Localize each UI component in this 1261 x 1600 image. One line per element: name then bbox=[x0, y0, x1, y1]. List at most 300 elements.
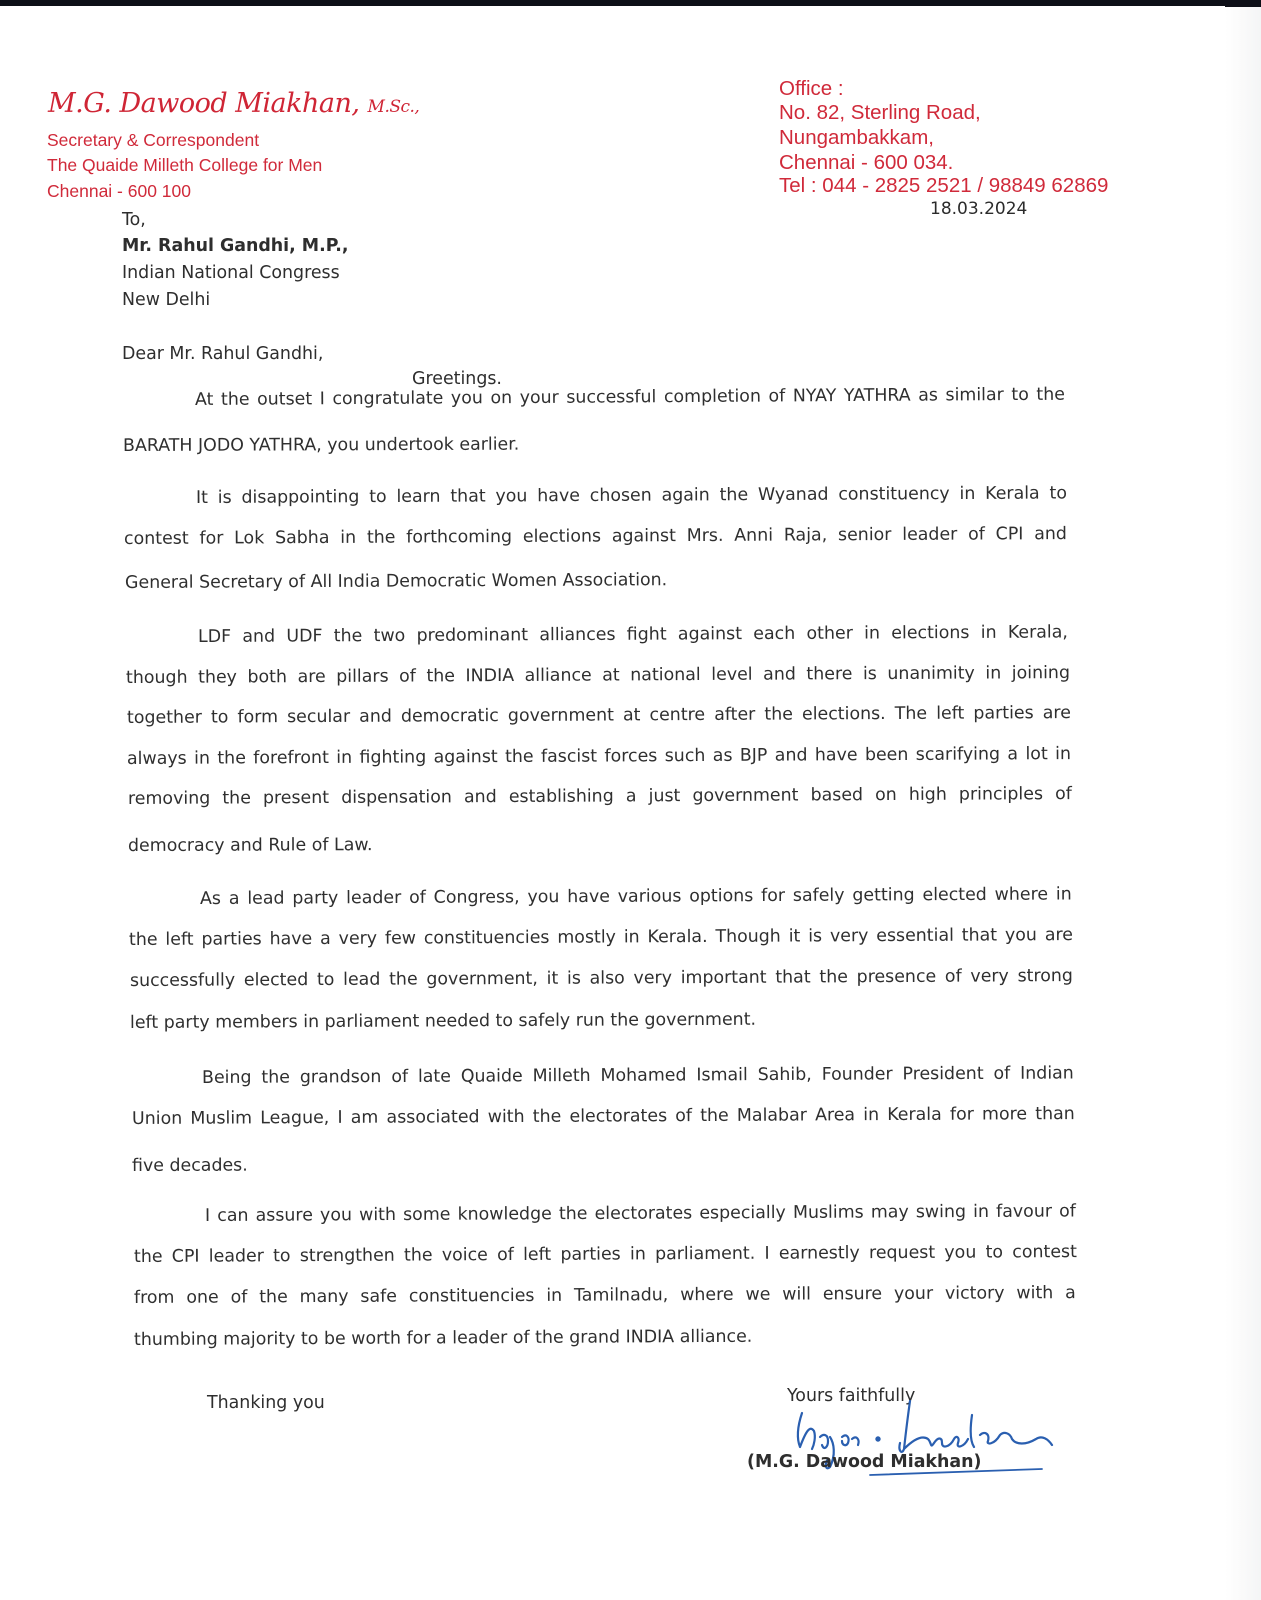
scan-top-edge bbox=[0, 0, 1261, 6]
office-address-line2: Nungambakkam, bbox=[779, 126, 934, 149]
word: LDF bbox=[197, 626, 232, 647]
word: disappointing bbox=[241, 487, 360, 508]
word: is bbox=[808, 926, 823, 947]
word: elections bbox=[891, 622, 970, 644]
body-line bbox=[127, 703, 1071, 728]
word: Sabha bbox=[274, 527, 330, 549]
word: victory bbox=[944, 1283, 1005, 1304]
word: to bbox=[210, 707, 229, 728]
letterhead-name-text: M.G. Dawood Miakhan, bbox=[48, 88, 360, 119]
word: in bbox=[629, 1244, 646, 1265]
word: leader bbox=[208, 1246, 264, 1267]
word: as bbox=[918, 385, 938, 406]
word: outset bbox=[257, 389, 313, 410]
word: am bbox=[350, 1107, 379, 1128]
word: the bbox=[719, 485, 749, 506]
word: lead bbox=[343, 969, 381, 990]
word: the bbox=[700, 1105, 729, 1127]
office-telephone: Tel : 044 - 2825 2521 / 98849 62869 bbox=[779, 174, 1109, 197]
word: on bbox=[490, 388, 513, 409]
word: at bbox=[602, 665, 620, 686]
word: in bbox=[985, 663, 1002, 684]
word: left bbox=[523, 1244, 552, 1265]
word: alliance bbox=[524, 665, 592, 686]
word: will bbox=[782, 1284, 812, 1305]
word: other bbox=[806, 623, 853, 644]
word: the bbox=[389, 969, 418, 990]
letterhead-name bbox=[48, 88, 419, 119]
word: against bbox=[433, 747, 498, 768]
word: I bbox=[204, 1205, 211, 1226]
word: democratic bbox=[400, 706, 499, 727]
word: especially bbox=[699, 1202, 786, 1224]
body-line bbox=[202, 1063, 1074, 1088]
word: and bbox=[1034, 524, 1067, 545]
body-line: democracy and Rule of Law. bbox=[127, 835, 373, 856]
word: the bbox=[426, 666, 456, 687]
word: secular bbox=[287, 706, 351, 728]
word: always bbox=[126, 748, 187, 769]
body-line bbox=[200, 884, 1072, 909]
word: after bbox=[714, 704, 756, 725]
word: for bbox=[949, 1104, 974, 1125]
word: are bbox=[1044, 925, 1073, 946]
word: and bbox=[359, 706, 392, 727]
word: mostly bbox=[557, 927, 616, 948]
word: been bbox=[864, 744, 909, 766]
word: and bbox=[463, 787, 497, 808]
body-line bbox=[127, 744, 1071, 769]
word: Kerala, bbox=[1007, 622, 1068, 643]
word: the bbox=[366, 527, 396, 548]
word: they bbox=[198, 667, 238, 688]
word: that bbox=[450, 486, 486, 507]
word: the bbox=[128, 929, 158, 950]
word: Mohamed bbox=[600, 1065, 687, 1086]
word: BJP bbox=[739, 745, 768, 766]
word: of bbox=[409, 887, 426, 908]
word: safe bbox=[360, 1286, 397, 1307]
word: League, bbox=[260, 1107, 330, 1129]
word: very bbox=[338, 928, 378, 949]
word: we bbox=[745, 1284, 771, 1305]
word: grandson bbox=[299, 1067, 382, 1088]
word: Though bbox=[715, 926, 781, 947]
word: of bbox=[768, 386, 786, 407]
word: in bbox=[336, 747, 353, 768]
word: where bbox=[994, 884, 1049, 905]
word: in bbox=[194, 748, 211, 769]
word: in bbox=[1055, 884, 1072, 905]
word: you bbox=[495, 486, 528, 507]
word: centre bbox=[649, 704, 706, 726]
word: have bbox=[814, 745, 858, 766]
word: forthcoming bbox=[406, 526, 513, 548]
word: At bbox=[194, 389, 214, 410]
word: though bbox=[125, 667, 188, 688]
word: in bbox=[1055, 744, 1072, 765]
word: government bbox=[692, 785, 799, 807]
closing-signatory: (M.G. Dawood Miakhan) bbox=[747, 1452, 982, 1472]
word: scarifying bbox=[915, 744, 1001, 765]
word: swing bbox=[915, 1202, 967, 1223]
word: have bbox=[537, 485, 580, 507]
word: I bbox=[337, 1107, 343, 1128]
word: Tamilnadu, bbox=[573, 1285, 669, 1306]
word: have bbox=[567, 886, 610, 908]
letterhead-city: Chennai - 600 100 bbox=[47, 181, 191, 201]
word: strengthen bbox=[299, 1245, 395, 1267]
word: leader bbox=[346, 887, 402, 909]
word: the bbox=[558, 1203, 588, 1225]
word: with bbox=[1016, 1283, 1054, 1304]
word: elections bbox=[522, 526, 602, 547]
word: of bbox=[230, 1287, 248, 1308]
word: leader bbox=[902, 524, 958, 545]
word: YATHRA bbox=[843, 385, 911, 407]
word: to bbox=[985, 1242, 1004, 1263]
word: to bbox=[1011, 384, 1029, 406]
word: on bbox=[875, 784, 897, 806]
word: Milleth bbox=[532, 1065, 591, 1087]
word: of bbox=[1059, 1201, 1076, 1222]
word: also bbox=[589, 968, 625, 989]
body-line bbox=[196, 483, 1067, 508]
word: the bbox=[819, 967, 848, 988]
body-line bbox=[134, 1242, 1077, 1267]
word: high bbox=[908, 784, 947, 805]
word: various bbox=[617, 886, 682, 907]
word: and bbox=[242, 626, 276, 647]
word: assure bbox=[255, 1205, 313, 1226]
word: As bbox=[199, 888, 222, 909]
recipient-to: To, bbox=[122, 210, 146, 230]
word: in bbox=[959, 483, 976, 505]
body-line bbox=[134, 1283, 1076, 1308]
word: very bbox=[829, 926, 869, 947]
word: predominant bbox=[416, 625, 529, 646]
word: to bbox=[369, 487, 387, 508]
word: I bbox=[319, 389, 325, 410]
word: Founder bbox=[821, 1064, 893, 1085]
greeting: Greetings. bbox=[412, 369, 502, 389]
word: Quaide bbox=[460, 1066, 523, 1087]
word: contest bbox=[1012, 1242, 1077, 1263]
word: the bbox=[259, 1287, 288, 1308]
word: few bbox=[384, 928, 417, 949]
word: of bbox=[993, 1063, 1011, 1084]
word: knowledge bbox=[457, 1204, 552, 1225]
word: successful bbox=[566, 387, 657, 408]
word: electorates bbox=[594, 1203, 693, 1224]
word: essential bbox=[876, 925, 954, 947]
word: it bbox=[788, 926, 801, 947]
body-line bbox=[128, 784, 1072, 809]
word: joining bbox=[1011, 663, 1071, 684]
word: constituencies bbox=[423, 927, 550, 949]
word: Area bbox=[814, 1105, 856, 1126]
word: you bbox=[527, 887, 560, 908]
word: you bbox=[450, 388, 483, 409]
word: principles bbox=[958, 784, 1044, 805]
word: learn bbox=[396, 486, 441, 507]
word: just bbox=[648, 786, 681, 807]
word: contest bbox=[123, 528, 189, 549]
word: the bbox=[333, 626, 363, 647]
word: both bbox=[247, 667, 288, 688]
word: with bbox=[359, 1205, 397, 1226]
body-line bbox=[130, 966, 1073, 991]
word: Kerala bbox=[887, 1104, 942, 1126]
word: fascist bbox=[540, 746, 598, 767]
recipient-city: New Delhi bbox=[122, 290, 211, 310]
word: presence bbox=[856, 966, 937, 988]
word: can bbox=[217, 1205, 249, 1226]
word: form bbox=[237, 707, 279, 728]
word: the bbox=[764, 704, 793, 725]
word: a bbox=[625, 786, 637, 807]
word: the bbox=[133, 1246, 163, 1267]
word: UDF bbox=[286, 626, 323, 647]
word: the bbox=[403, 1245, 433, 1266]
word: pillars bbox=[336, 666, 389, 687]
word: Ismail bbox=[696, 1065, 748, 1086]
word: and bbox=[774, 745, 808, 766]
recipient-name: Mr. Rahul Gandhi, M.P., bbox=[122, 236, 349, 256]
word: CPI bbox=[995, 524, 1024, 545]
word: of bbox=[675, 1106, 693, 1127]
closing-valediction: Yours faithfully bbox=[787, 1386, 916, 1406]
word: Union bbox=[131, 1108, 183, 1129]
office-address-line1: No. 82, Sterling Road, bbox=[779, 101, 981, 124]
word: in bbox=[623, 927, 640, 948]
word: Indian bbox=[1020, 1063, 1074, 1084]
word: is bbox=[862, 664, 877, 685]
word: important bbox=[680, 967, 767, 989]
body-line bbox=[198, 622, 1068, 647]
word: the bbox=[261, 1067, 290, 1088]
word: senior bbox=[837, 524, 892, 546]
word: Raja, bbox=[783, 525, 828, 546]
body-line bbox=[132, 1104, 1075, 1129]
word: you bbox=[944, 1242, 977, 1263]
word: of bbox=[944, 966, 962, 987]
word: Congress, bbox=[433, 887, 520, 908]
word: your bbox=[893, 1283, 934, 1305]
word: late bbox=[417, 1066, 451, 1087]
salutation: Dear Mr. Rahul Gandhi, bbox=[122, 344, 324, 364]
word: INDIA bbox=[465, 665, 515, 687]
word: of bbox=[391, 1066, 409, 1088]
word: the bbox=[217, 748, 246, 769]
word: in bbox=[973, 1201, 990, 1222]
word: ensure bbox=[822, 1284, 883, 1305]
word: The bbox=[894, 703, 928, 724]
word: government, bbox=[426, 968, 538, 990]
word: elected bbox=[243, 970, 309, 991]
word: forefront bbox=[253, 747, 329, 769]
word: present bbox=[262, 787, 330, 809]
word: that bbox=[961, 925, 998, 946]
word: associated bbox=[386, 1107, 480, 1128]
word: of bbox=[968, 524, 985, 545]
word: you bbox=[319, 1205, 353, 1226]
word: the bbox=[532, 1106, 562, 1127]
word: Mrs. bbox=[686, 525, 724, 547]
word: establishing bbox=[508, 786, 614, 808]
word: chosen bbox=[589, 485, 652, 506]
word: in bbox=[864, 623, 881, 644]
word: the bbox=[505, 746, 534, 768]
word: Anni bbox=[734, 525, 774, 546]
word: government bbox=[507, 705, 614, 727]
body-line: BARATH JODO YATHRA, you undertook earlier. bbox=[122, 434, 520, 456]
word: fight bbox=[626, 624, 667, 645]
letterhead-title: Secretary & Correspondent bbox=[47, 130, 260, 150]
word: your bbox=[519, 387, 559, 409]
body-line bbox=[129, 925, 1073, 950]
office-address-line3: Chennai - 600 034. bbox=[779, 151, 954, 174]
word: I bbox=[764, 1243, 770, 1264]
word: a bbox=[1065, 1283, 1076, 1304]
word: alliances bbox=[539, 624, 616, 646]
scan-right-edge bbox=[1225, 0, 1261, 1600]
word: unanimity bbox=[887, 663, 975, 685]
word: the bbox=[1036, 384, 1065, 405]
body-line: thumbing majority to be worth for a leader of the grand INDIA alliance. bbox=[133, 1326, 753, 1350]
word: a bbox=[1007, 744, 1019, 765]
word: more bbox=[981, 1104, 1028, 1125]
word: constituencies bbox=[408, 1285, 535, 1307]
word: of bbox=[399, 666, 416, 687]
word: in bbox=[980, 622, 997, 643]
word: parties bbox=[560, 1244, 621, 1265]
letter-date: 18.03.2024 bbox=[930, 199, 1028, 219]
word: than bbox=[1035, 1104, 1075, 1125]
word: Muslims bbox=[792, 1202, 864, 1223]
word: party bbox=[292, 888, 339, 909]
word: for bbox=[199, 528, 224, 549]
word: very bbox=[633, 968, 673, 989]
word: in bbox=[863, 1105, 880, 1126]
word: President bbox=[902, 1063, 984, 1085]
word: left bbox=[936, 703, 965, 724]
word: strong bbox=[1017, 966, 1073, 987]
word: earnestly bbox=[778, 1243, 860, 1264]
body-line bbox=[195, 385, 1065, 410]
word: successfully bbox=[129, 970, 236, 991]
word: are bbox=[297, 666, 326, 688]
word: from bbox=[133, 1287, 175, 1308]
word: two bbox=[373, 625, 406, 647]
word: to bbox=[316, 969, 335, 991]
word: Muslim bbox=[190, 1108, 253, 1129]
word: favour bbox=[996, 1201, 1053, 1222]
word: removing bbox=[127, 788, 211, 809]
word: Malabar bbox=[736, 1105, 807, 1126]
word: to bbox=[1049, 483, 1068, 504]
word: are bbox=[1042, 703, 1071, 724]
word: It bbox=[195, 487, 209, 508]
word: a bbox=[228, 888, 240, 909]
handwritten-signature bbox=[780, 1395, 1070, 1490]
word: dispensation bbox=[341, 787, 452, 808]
word: based bbox=[810, 785, 864, 806]
word: some bbox=[403, 1204, 451, 1225]
word: Lok bbox=[234, 528, 265, 549]
word: level bbox=[711, 664, 753, 685]
word: electorates bbox=[569, 1106, 668, 1127]
word: at bbox=[622, 705, 641, 726]
word: safely bbox=[792, 885, 845, 906]
body-line: General Secretary of All India Democratic Women Association. bbox=[124, 570, 668, 593]
word: elections. bbox=[801, 704, 886, 725]
word: together bbox=[126, 707, 202, 728]
word: parties bbox=[201, 929, 262, 950]
word: national bbox=[630, 664, 701, 686]
body-line bbox=[124, 524, 1067, 549]
word: options bbox=[689, 886, 754, 907]
word: again bbox=[661, 485, 710, 506]
word: forces bbox=[604, 746, 658, 767]
word: in bbox=[546, 1285, 563, 1306]
word: completion bbox=[663, 386, 762, 408]
word: parliament. bbox=[655, 1243, 756, 1265]
word: congratulate bbox=[332, 388, 444, 410]
word: Sahib, bbox=[757, 1064, 812, 1086]
word: left bbox=[165, 929, 194, 950]
word: have bbox=[269, 929, 313, 950]
word: Kerala. bbox=[647, 926, 708, 948]
word: the bbox=[220, 389, 250, 410]
letterhead-degree: M.Sc., bbox=[367, 97, 420, 117]
word: lead bbox=[247, 888, 285, 909]
word: such bbox=[664, 745, 706, 767]
word: parties bbox=[973, 703, 1034, 724]
word: each bbox=[753, 623, 796, 645]
word: with bbox=[487, 1106, 525, 1128]
word: constituency bbox=[838, 484, 950, 505]
word: request bbox=[868, 1242, 936, 1264]
word: Wyanad bbox=[757, 484, 829, 506]
recipient-organization: Indian National Congress bbox=[122, 263, 340, 283]
word: where bbox=[680, 1284, 734, 1306]
word: to bbox=[273, 1246, 291, 1267]
word: fighting bbox=[359, 747, 427, 768]
word: Kerala bbox=[985, 483, 1040, 504]
word: many bbox=[299, 1286, 349, 1308]
word: there bbox=[806, 664, 853, 685]
word: that bbox=[775, 967, 811, 988]
word: similar bbox=[945, 385, 1004, 406]
word: very bbox=[970, 966, 1009, 987]
word: voice bbox=[441, 1245, 488, 1266]
office-label: Office : bbox=[779, 77, 844, 100]
word: the bbox=[222, 788, 251, 809]
word: you bbox=[1004, 925, 1037, 946]
word: for bbox=[761, 885, 786, 907]
word: NYAY bbox=[792, 386, 837, 407]
letterhead-institution: The Quaide Milleth College for Men bbox=[47, 155, 323, 175]
word: is bbox=[217, 487, 232, 508]
closing-thanks: Thanking you bbox=[207, 1393, 325, 1413]
word: it bbox=[546, 968, 559, 989]
word: elected bbox=[922, 884, 987, 906]
word: one bbox=[186, 1287, 219, 1308]
word: of bbox=[497, 1245, 514, 1266]
word: CPI bbox=[171, 1246, 200, 1267]
body-line bbox=[205, 1201, 1076, 1226]
